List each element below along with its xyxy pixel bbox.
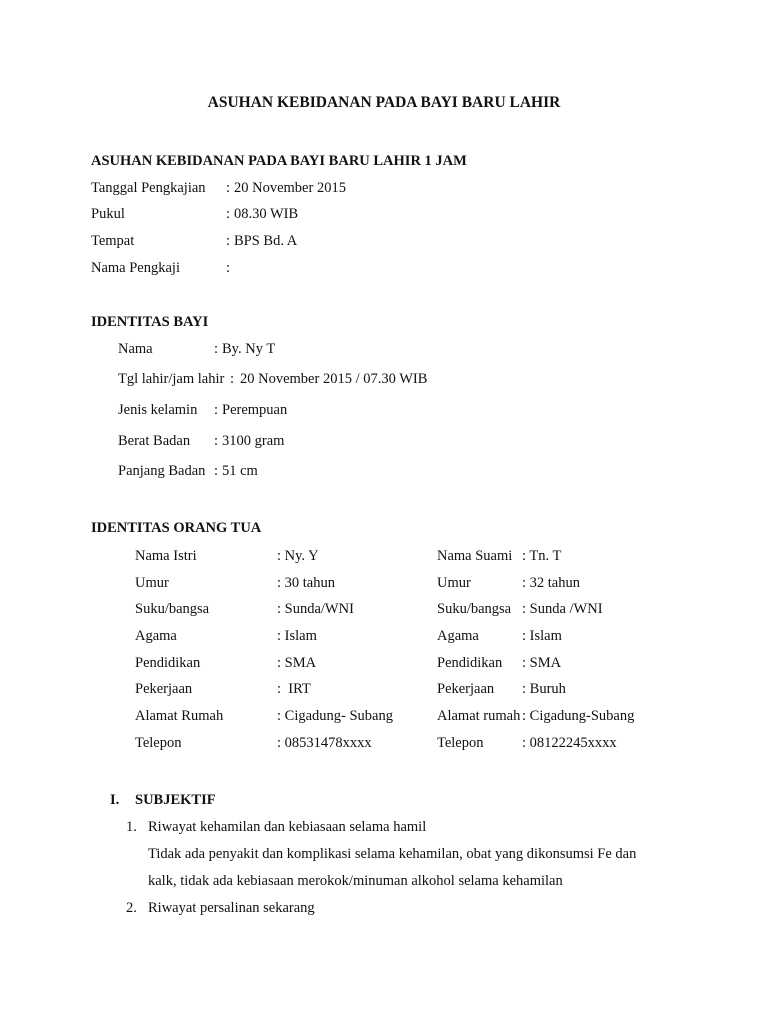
husband-field-label: Umur bbox=[437, 575, 471, 591]
field-label: Nama Pengkaji bbox=[91, 260, 180, 276]
field-value: 51 cm bbox=[222, 463, 258, 479]
husband-field-label: Telepon bbox=[437, 735, 484, 751]
husband-field-label: Agama bbox=[437, 628, 479, 644]
field-label: Tanggal Pengkajian bbox=[91, 180, 206, 196]
husband-field-value: : SMA bbox=[522, 655, 562, 671]
field-separator: : bbox=[226, 180, 231, 196]
field-label: Berat Badan bbox=[118, 433, 191, 449]
wife-field-value: : 08531478xxxx bbox=[277, 735, 372, 751]
field-value: 08.30 WIB bbox=[234, 206, 299, 222]
wife-field-value: : Cigadung- Subang bbox=[277, 708, 393, 724]
husband-field-value: : 08122245xxxx bbox=[522, 735, 617, 751]
field-value: By. Ny T bbox=[222, 341, 276, 357]
field-separator: : bbox=[226, 206, 231, 222]
field-value: 20 November 2015 / 07.30 WIB bbox=[240, 371, 428, 387]
wife-field-label: Telepon bbox=[135, 735, 182, 751]
husband-field-label: Pekerjaan bbox=[437, 681, 495, 697]
husband-field-value: : Tn. T bbox=[522, 548, 562, 564]
husband-field-value: : 32 tahun bbox=[522, 575, 580, 591]
wife-field-label: Suku/bangsa bbox=[135, 601, 210, 617]
document-title: ASUHAN KEBIDANAN PADA BAYI BARU LAHIR bbox=[207, 94, 561, 111]
husband-field-label: Nama Suami bbox=[437, 548, 513, 564]
list-item-number: 1. bbox=[126, 819, 137, 835]
wife-field-value: : IRT bbox=[277, 681, 311, 697]
section-number: I. bbox=[110, 792, 120, 808]
field-separator: : bbox=[214, 402, 219, 418]
wife-field-label: Agama bbox=[135, 628, 177, 644]
husband-field-value: : Buruh bbox=[522, 681, 566, 697]
field-separator: : bbox=[214, 433, 219, 449]
husband-field-label: Alamat rumah bbox=[437, 708, 521, 724]
baby-identity-heading: IDENTITAS BAYI bbox=[91, 314, 209, 330]
field-label: Nama bbox=[118, 341, 153, 357]
wife-field-value: : Sunda/WNI bbox=[277, 601, 354, 617]
field-label: Jenis kelamin bbox=[118, 402, 198, 418]
field-value: Perempuan bbox=[222, 402, 288, 418]
list-item-title: Riwayat persalinan sekarang bbox=[148, 900, 315, 916]
field-value: 3100 gram bbox=[222, 433, 285, 449]
field-separator: : bbox=[214, 463, 219, 479]
husband-field-value: : Sunda /WNI bbox=[522, 601, 603, 617]
section-subtitle: ASUHAN KEBIDANAN PADA BAYI BARU LAHIR 1 JAM bbox=[91, 153, 467, 169]
field-value: 20 November 2015 bbox=[234, 180, 346, 196]
field-label: Panjang Badan bbox=[118, 463, 206, 479]
husband-field-value: : Cigadung-Subang bbox=[522, 708, 635, 724]
field-value: BPS Bd. A bbox=[234, 233, 298, 249]
wife-field-value: : 30 tahun bbox=[277, 575, 335, 591]
field-label: Tgl lahir/jam lahir bbox=[118, 371, 225, 387]
wife-field-label: Pekerjaan bbox=[135, 681, 193, 697]
field-separator: : bbox=[214, 341, 219, 357]
husband-field-value: : Islam bbox=[522, 628, 562, 644]
wife-field-value: : Ny. Y bbox=[277, 548, 319, 564]
field-separator: : bbox=[226, 233, 231, 249]
wife-field-label: Umur bbox=[135, 575, 169, 591]
field-separator: : bbox=[226, 260, 231, 276]
list-item-body-line: Tidak ada penyakit dan komplikasi selama kehamilan, obat yang dikonsumsi Fe dan bbox=[148, 846, 637, 862]
husband-field-label: Suku/bangsa bbox=[437, 601, 512, 617]
parents-identity-heading: IDENTITAS ORANG TUA bbox=[91, 520, 262, 536]
husband-field-label: Pendidikan bbox=[437, 655, 503, 671]
list-item-number: 2. bbox=[126, 900, 137, 916]
wife-field-value: : SMA bbox=[277, 655, 317, 671]
list-item-title: Riwayat kehamilan dan kebiasaan selama hamil bbox=[148, 819, 427, 835]
field-label: Pukul bbox=[91, 206, 125, 222]
field-label: Tempat bbox=[91, 233, 135, 249]
wife-field-label: Alamat Rumah bbox=[135, 708, 224, 724]
section-title: SUBJEKTIF bbox=[135, 792, 216, 808]
field-separator: : bbox=[230, 371, 235, 387]
wife-field-label: Nama Istri bbox=[135, 548, 197, 564]
wife-field-value: : Islam bbox=[277, 628, 317, 644]
list-item-body-line: kalk, tidak ada kebiasaan merokok/minuman alkohol selama kehamilan bbox=[148, 873, 563, 889]
wife-field-label: Pendidikan bbox=[135, 655, 201, 671]
